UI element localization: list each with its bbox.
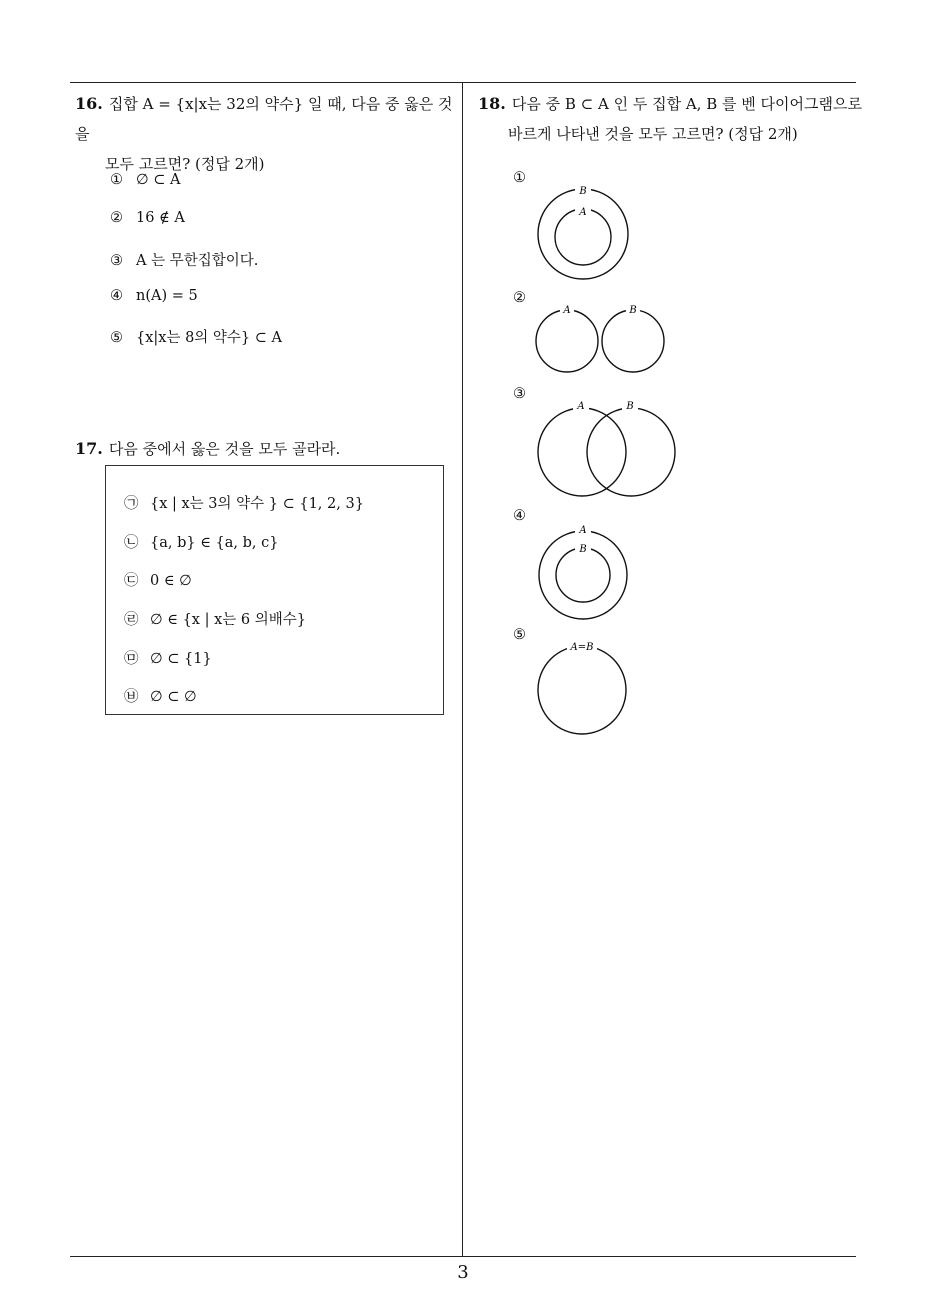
q18-option-1-marker[interactable]: ① <box>513 170 526 186</box>
option-marker: ㉠ <box>124 496 139 512</box>
option-marker: ⑤ <box>110 330 123 346</box>
question-17 <box>75 434 460 464</box>
question-16 <box>75 89 460 179</box>
option-marker: ㉥ <box>124 689 139 705</box>
option-marker: ② <box>110 210 123 226</box>
q18-option-5-venn-diagram[interactable] <box>530 640 640 735</box>
set-label-outer: B <box>579 186 587 197</box>
question-text-line1: 집합 A = {x|x는 32의 약수} 일 때, 다음 중 옳은 것을 <box>75 95 453 143</box>
option-marker: ① <box>110 172 123 188</box>
option-marker: ㉣ <box>124 612 139 628</box>
option-text: {a, b} ∈ {a, b, c} <box>150 535 279 551</box>
q16-option-3[interactable] <box>110 249 258 270</box>
option-text: A 는 무한집합이다. <box>136 253 259 269</box>
question-number: 16. <box>75 94 103 113</box>
column-divider <box>462 82 463 1257</box>
q18-option-5-marker[interactable]: ⑤ <box>513 627 526 643</box>
option-marker: ③ <box>110 253 123 269</box>
option-marker: ㉢ <box>124 573 139 589</box>
question-text-line2: 바르게 나타낸 것을 모두 고르면? (정답 2개) <box>508 125 798 143</box>
set-label-inner: A <box>579 207 587 218</box>
option-text: {x|x는 8의 약수} ⊂ A <box>136 330 283 346</box>
set-label-right: B <box>626 401 634 412</box>
q16-option-2[interactable] <box>110 210 185 226</box>
q17-option-5[interactable] <box>124 647 212 668</box>
option-text: n(A) = 5 <box>136 288 198 304</box>
set-label-left: A <box>563 305 571 316</box>
q17-option-1[interactable] <box>124 492 364 513</box>
q16-option-4[interactable] <box>110 288 198 304</box>
question-text-line1: 다음 중에서 옳은 것을 모두 골라라. <box>108 440 341 458</box>
set-label-left: A <box>577 401 585 412</box>
option-text: {x | x는 3의 약수 } ⊂ {1, 2, 3} <box>150 496 364 512</box>
q18-option-2-venn-diagram[interactable] <box>530 303 670 378</box>
option-marker: ㉤ <box>124 651 139 667</box>
set-label-equal: A=B <box>570 642 594 653</box>
q18-option-4-venn-diagram[interactable] <box>530 520 640 620</box>
q18-option-3-venn-diagram[interactable] <box>530 398 690 498</box>
option-marker: ④ <box>110 288 123 304</box>
page-number: 3 <box>457 1262 469 1283</box>
set-label-inner: B <box>579 544 587 555</box>
bottom-rule <box>70 1256 856 1257</box>
option-text: ∅ ⊂ ∅ <box>150 689 197 705</box>
q18-option-3-marker[interactable]: ③ <box>513 386 526 402</box>
question-text-line1: 다음 중 B ⊂ A 인 두 집합 A, B 를 벤 다이어그램으로 <box>511 95 862 113</box>
option-text: ∅ ⊂ {1} <box>150 651 212 667</box>
q18-option-1-venn-diagram[interactable] <box>530 184 640 284</box>
option-marker: ㉡ <box>124 535 139 551</box>
option-text: ∅ ∈ {x | x는 6 의배수} <box>150 612 306 628</box>
q18-option-2-marker[interactable]: ② <box>513 290 526 306</box>
q17-option-2[interactable] <box>124 531 278 552</box>
q16-option-5[interactable] <box>110 326 282 347</box>
question-number: 17. <box>75 439 103 458</box>
set-label-outer: A <box>579 525 587 536</box>
q17-choice-box <box>105 465 444 715</box>
option-text: ∅ ⊂ A <box>136 172 181 188</box>
top-rule <box>70 82 856 83</box>
option-text: 16 ∉ A <box>136 210 185 226</box>
q17-option-3[interactable] <box>124 569 192 590</box>
question-number: 18. <box>478 94 506 113</box>
q17-option-4[interactable] <box>124 608 306 629</box>
option-text: 0 ∈ ∅ <box>150 573 192 589</box>
question-18 <box>478 89 868 149</box>
q18-option-4-marker[interactable]: ④ <box>513 508 526 524</box>
question-text-line2: 모두 고르면? (정답 2개) <box>105 155 265 173</box>
q17-option-6[interactable] <box>124 685 197 706</box>
set-label-right: B <box>629 305 637 316</box>
q16-option-1[interactable] <box>110 172 180 188</box>
